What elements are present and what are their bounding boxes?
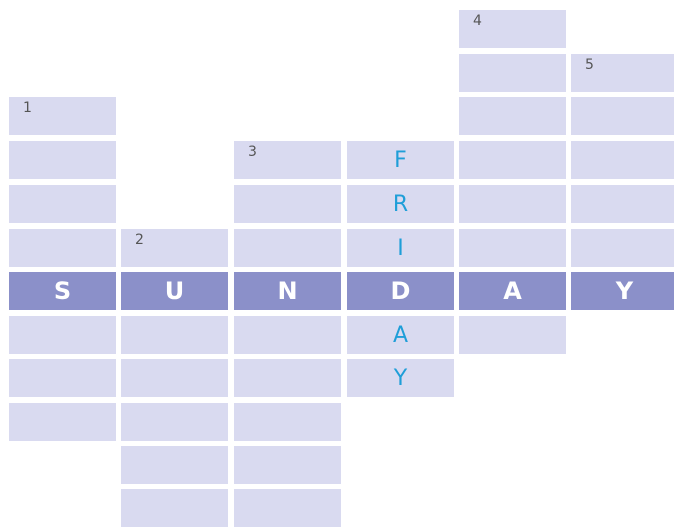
grid-cell bbox=[9, 97, 116, 135]
grid-cell bbox=[234, 359, 341, 397]
grid-cell bbox=[121, 489, 228, 527]
grid-cell bbox=[234, 141, 341, 179]
down-letter: F bbox=[394, 147, 407, 173]
grid-cell bbox=[347, 359, 454, 397]
grid-cell bbox=[234, 489, 341, 527]
grid-cell bbox=[459, 141, 566, 179]
grid-cell bbox=[9, 185, 116, 223]
highlighted-cell bbox=[571, 272, 674, 310]
down-letter: R bbox=[392, 191, 409, 217]
grid-cell bbox=[347, 185, 454, 223]
clue-number: 2 bbox=[135, 232, 144, 248]
grid-cell bbox=[347, 229, 454, 267]
grid-cell bbox=[9, 403, 116, 441]
grid-cell bbox=[234, 403, 341, 441]
grid-cell bbox=[459, 185, 566, 223]
grid-cell bbox=[121, 446, 228, 484]
grid-cell bbox=[121, 229, 228, 267]
grid-cell bbox=[571, 97, 674, 135]
grid-cell bbox=[459, 229, 566, 267]
clue-number: 4 bbox=[473, 13, 482, 29]
grid-cell bbox=[234, 229, 341, 267]
clue-number: 5 bbox=[585, 57, 594, 73]
across-letter: S bbox=[53, 277, 72, 305]
down-letter: A bbox=[392, 322, 409, 348]
grid-cell bbox=[571, 54, 674, 92]
across-letter: Y bbox=[615, 277, 634, 305]
across-letter: D bbox=[390, 277, 411, 305]
grid-cell bbox=[121, 359, 228, 397]
down-letter: Y bbox=[393, 365, 408, 391]
grid-cell bbox=[459, 316, 566, 354]
highlighted-cell bbox=[459, 272, 566, 310]
down-letter: I bbox=[397, 235, 404, 261]
grid-cell bbox=[234, 446, 341, 484]
highlighted-cell bbox=[121, 272, 228, 310]
grid-cell bbox=[9, 316, 116, 354]
grid-cell bbox=[121, 403, 228, 441]
clue-number: 3 bbox=[248, 144, 257, 160]
highlighted-cell bbox=[234, 272, 341, 310]
grid-cell bbox=[9, 359, 116, 397]
grid-cell bbox=[347, 141, 454, 179]
highlighted-cell bbox=[347, 272, 454, 310]
highlighted-cell bbox=[9, 272, 116, 310]
grid-cell bbox=[571, 229, 674, 267]
grid-cell bbox=[571, 141, 674, 179]
grid-cell bbox=[121, 316, 228, 354]
across-letter: A bbox=[503, 277, 522, 305]
grid-cell bbox=[234, 316, 341, 354]
grid-cell bbox=[459, 10, 566, 48]
across-letter: N bbox=[277, 277, 298, 305]
across-letter: U bbox=[164, 277, 185, 305]
grid-cell bbox=[571, 185, 674, 223]
grid-cell bbox=[9, 229, 116, 267]
grid-cell bbox=[459, 54, 566, 92]
grid-cell bbox=[234, 185, 341, 223]
grid-cell bbox=[347, 316, 454, 354]
grid-cell bbox=[459, 97, 566, 135]
clue-number: 1 bbox=[23, 100, 32, 116]
grid-cell bbox=[9, 141, 116, 179]
